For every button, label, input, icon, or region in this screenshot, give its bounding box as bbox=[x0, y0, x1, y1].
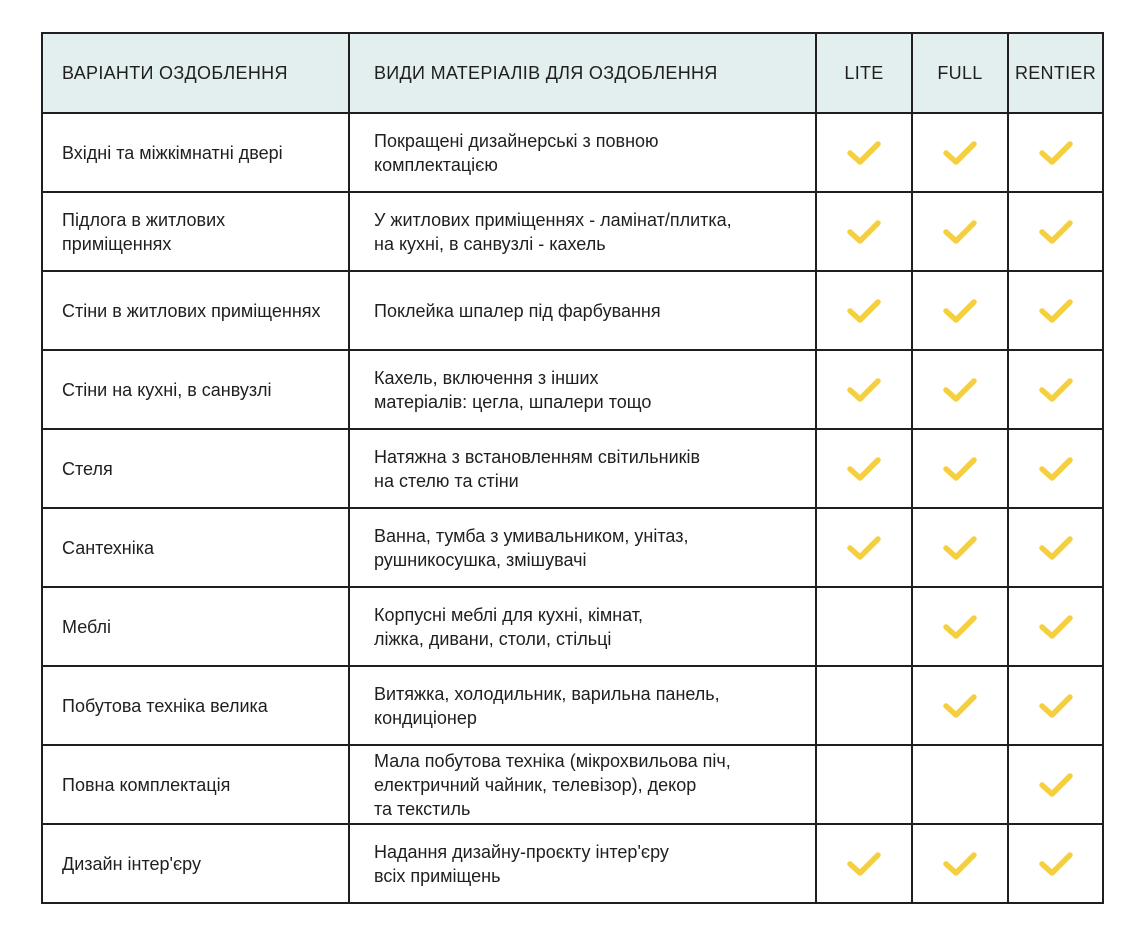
checkmark-icon bbox=[942, 297, 978, 325]
checkmark-icon bbox=[942, 534, 978, 562]
checkmark-icon bbox=[1038, 139, 1074, 167]
checkmark-icon bbox=[942, 376, 978, 404]
checkmark-icon bbox=[1038, 613, 1074, 641]
checkmark-icon bbox=[942, 692, 978, 720]
materials-cell bbox=[349, 824, 816, 903]
tier-cell-full bbox=[912, 587, 1008, 666]
checkmark-icon bbox=[846, 297, 882, 325]
materials-line: Натяжна з встановленням світильників bbox=[374, 446, 701, 467]
materials-line: та текстиль bbox=[374, 798, 471, 819]
finishing-option-cell: Повна комплектація bbox=[42, 745, 349, 824]
tier-cell-full bbox=[912, 192, 1008, 271]
checkmark-icon bbox=[1038, 218, 1074, 246]
header-full: FULL bbox=[912, 33, 1008, 113]
materials-cell bbox=[349, 745, 816, 824]
finishing-option-cell: Побутова техніка велика bbox=[42, 666, 349, 745]
tier-cell-rentier bbox=[1008, 508, 1103, 587]
tier-cell-full bbox=[912, 508, 1008, 587]
materials-cell bbox=[349, 508, 816, 587]
checkmark-icon bbox=[846, 376, 882, 404]
finishing-option-cell: Сантехніка bbox=[42, 508, 349, 587]
checkmark-icon bbox=[942, 139, 978, 167]
tier-cell-lite bbox=[816, 113, 912, 192]
finishing-options-table bbox=[41, 32, 1104, 904]
table-row bbox=[42, 429, 1103, 508]
tier-cell-rentier bbox=[1008, 271, 1103, 350]
checkmark-icon bbox=[846, 850, 882, 878]
materials-line: електричний чайник, телевізор), декор bbox=[374, 774, 697, 795]
materials-cell bbox=[349, 192, 816, 271]
header-option: ВАРІАНТИ ОЗДОБЛЕННЯ bbox=[42, 33, 349, 113]
tier-cell-rentier bbox=[1008, 350, 1103, 429]
materials-line: У житлових приміщеннях - ламінат/плитка, bbox=[374, 209, 732, 230]
checkmark-icon bbox=[942, 850, 978, 878]
table-row bbox=[42, 113, 1103, 192]
tier-cell-lite bbox=[816, 429, 912, 508]
checkmark-icon bbox=[1038, 297, 1074, 325]
materials-line: Надання дизайну-проєкту інтер'єру bbox=[374, 841, 669, 862]
tier-cell-lite bbox=[816, 508, 912, 587]
checkmark-icon bbox=[1038, 692, 1074, 720]
materials-cell bbox=[349, 271, 816, 350]
finishing-option-cell: Стіни в житлових приміщеннях bbox=[42, 271, 349, 350]
tier-cell-full bbox=[912, 113, 1008, 192]
materials-line: матеріалів: цегла, шпалери тощо bbox=[374, 391, 652, 412]
checkmark-icon bbox=[942, 613, 978, 641]
tier-cell-rentier bbox=[1008, 192, 1103, 271]
tier-cell-rentier bbox=[1008, 587, 1103, 666]
tier-cell-full bbox=[912, 824, 1008, 903]
table-row bbox=[42, 824, 1103, 903]
table-row bbox=[42, 587, 1103, 666]
checkmark-icon bbox=[1038, 850, 1074, 878]
checkmark-icon bbox=[846, 218, 882, 246]
header-lite: LITE bbox=[816, 33, 912, 113]
materials-line: комплектацією bbox=[374, 154, 498, 175]
materials-cell bbox=[349, 350, 816, 429]
checkmark-icon bbox=[1038, 455, 1074, 483]
tier-cell-lite bbox=[816, 350, 912, 429]
tier-cell-lite bbox=[816, 824, 912, 903]
table-body bbox=[42, 113, 1103, 903]
finishing-option-cell: Дизайн інтер'єру bbox=[42, 824, 349, 903]
tier-cell-lite bbox=[816, 192, 912, 271]
table-row bbox=[42, 350, 1103, 429]
table-row bbox=[42, 745, 1103, 824]
tier-cell-lite bbox=[816, 666, 912, 745]
materials-line: рушникосушка, змішувачі bbox=[374, 549, 587, 570]
table-row bbox=[42, 508, 1103, 587]
finishing-option-cell: Стеля bbox=[42, 429, 349, 508]
checkmark-icon bbox=[942, 218, 978, 246]
finishing-option-cell: Меблі bbox=[42, 587, 349, 666]
materials-line: Поклейка шпалер під фарбування bbox=[374, 300, 661, 321]
table-row bbox=[42, 271, 1103, 350]
materials-line: Корпусні меблі для кухні, кімнат, bbox=[374, 604, 644, 625]
checkmark-icon bbox=[846, 534, 882, 562]
materials-line: кондиціонер bbox=[374, 707, 477, 728]
tier-cell-lite bbox=[816, 745, 912, 824]
tier-cell-rentier bbox=[1008, 429, 1103, 508]
tier-cell-rentier bbox=[1008, 824, 1103, 903]
tier-cell-full bbox=[912, 745, 1008, 824]
materials-line: Покращені дизайнерські з повною bbox=[374, 130, 659, 151]
checkmark-icon bbox=[942, 455, 978, 483]
tier-cell-lite bbox=[816, 587, 912, 666]
table-row bbox=[42, 192, 1103, 271]
tier-cell-lite bbox=[816, 271, 912, 350]
finishing-option-cell: Вхідні та міжкімнатні двері bbox=[42, 113, 349, 192]
materials-line: на кухні, в санвузлі - кахель bbox=[374, 233, 606, 254]
tier-cell-rentier bbox=[1008, 113, 1103, 192]
checkmark-icon bbox=[1038, 376, 1074, 404]
tier-cell-rentier bbox=[1008, 745, 1103, 824]
tier-cell-full bbox=[912, 350, 1008, 429]
materials-line: Витяжка, холодильник, варильна панель, bbox=[374, 683, 720, 704]
materials-line: Кахель, включення з інших bbox=[374, 367, 599, 388]
materials-line: ліжка, дивани, столи, стільці bbox=[374, 628, 612, 649]
header-row bbox=[42, 33, 1103, 113]
header-materials: ВИДИ МАТЕРІАЛІВ ДЛЯ ОЗДОБЛЕННЯ bbox=[349, 33, 816, 113]
checkmark-icon bbox=[1038, 534, 1074, 562]
materials-line: на стелю та стіни bbox=[374, 470, 519, 491]
materials-line: всіх приміщень bbox=[374, 865, 501, 886]
materials-cell bbox=[349, 113, 816, 192]
materials-line: Ванна, тумба з умивальником, унітаз, bbox=[374, 525, 689, 546]
materials-cell bbox=[349, 587, 816, 666]
tier-cell-full bbox=[912, 271, 1008, 350]
checkmark-icon bbox=[846, 455, 882, 483]
table-header bbox=[42, 33, 1103, 113]
comparison-table-container bbox=[41, 32, 1102, 904]
materials-cell bbox=[349, 429, 816, 508]
materials-cell bbox=[349, 666, 816, 745]
table-row bbox=[42, 666, 1103, 745]
materials-line: Мала побутова техніка (мікрохвильова піч, bbox=[374, 750, 731, 771]
checkmark-icon bbox=[1038, 771, 1074, 799]
header-rentier: RENTIER bbox=[1008, 33, 1103, 113]
checkmark-icon bbox=[846, 139, 882, 167]
tier-cell-rentier bbox=[1008, 666, 1103, 745]
finishing-option-cell: Підлога в житлових приміщеннях bbox=[42, 192, 349, 271]
tier-cell-full bbox=[912, 429, 1008, 508]
tier-cell-full bbox=[912, 666, 1008, 745]
finishing-option-cell: Стіни на кухні, в санвузлі bbox=[42, 350, 349, 429]
